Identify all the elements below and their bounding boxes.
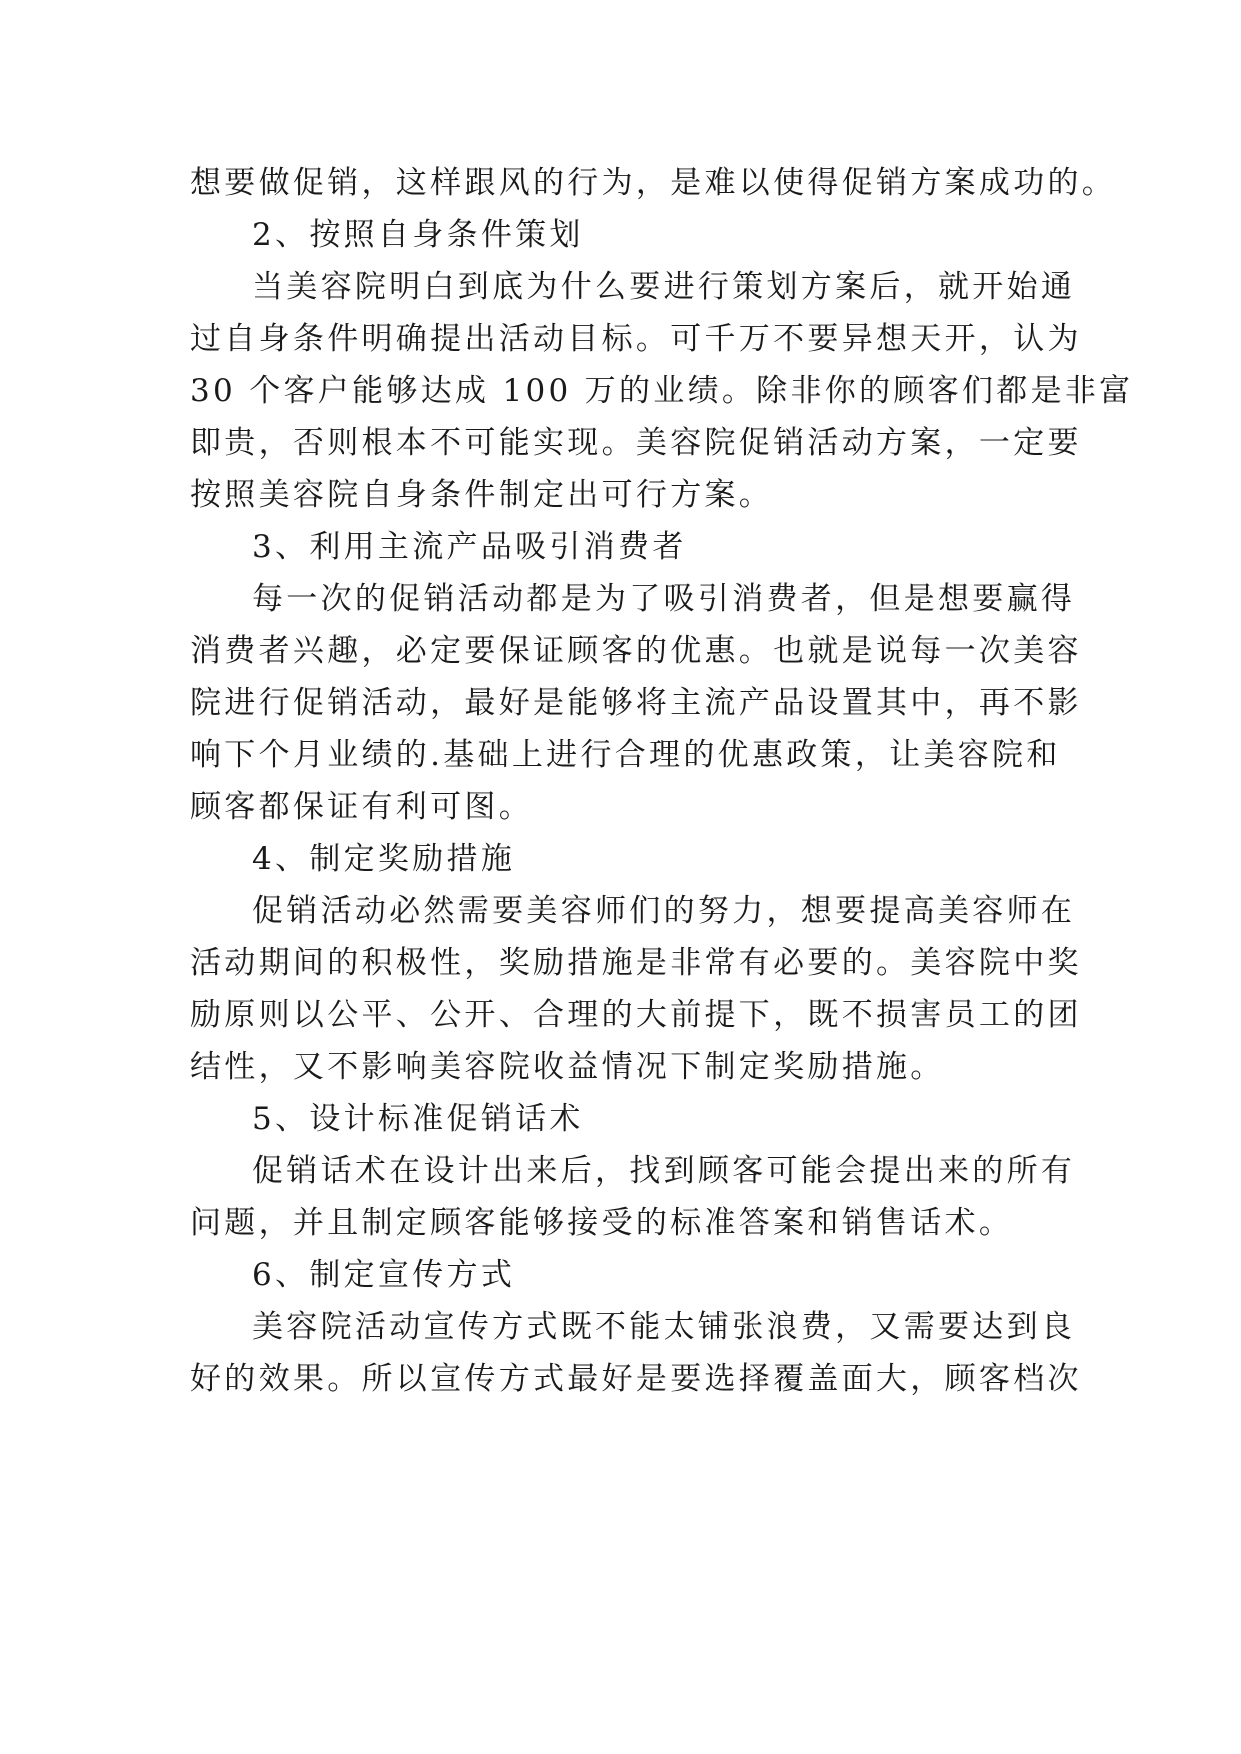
paragraph-line: 30 个客户能够达成 100 万的业绩。除非你的顾客们都是非富	[190, 373, 1134, 409]
paragraph-line: 结性，又不影响美容院收益情况下制定奖励措施。	[190, 1049, 945, 1085]
paragraph-line: 励原则以公平、公开、合理的大前提下，既不损害员工的团	[190, 997, 1082, 1033]
paragraph-line: 响下个月业绩的.基础上进行合理的优惠政策，让美容院和	[190, 737, 1061, 773]
paragraph-line: 问题，并且制定顾客能够接受的标准答案和销售话术。	[190, 1205, 1014, 1241]
section-heading: 3、利用主流产品吸引消费者	[252, 529, 687, 565]
section-heading: 6、制定宣传方式	[252, 1257, 516, 1293]
paragraph-line: 当美容院明白到底为什么要进行策划方案后，就开始通	[252, 269, 1076, 305]
paragraph-line: 按照美容院自身条件制定出可行方案。	[190, 477, 774, 513]
paragraph-line: 每一次的促销活动都是为了吸引消费者，但是想要赢得	[252, 581, 1076, 617]
paragraph-line: 即贵，否则根本不可能实现。美容院促销活动方案，一定要	[190, 425, 1082, 461]
paragraph-line: 好的效果。所以宣传方式最好是要选择覆盖面大，顾客档次	[190, 1361, 1082, 1397]
paragraph-line: 促销活动必然需要美容师们的努力，想要提高美容师在	[252, 893, 1076, 929]
paragraph-line: 过自身条件明确提出活动目标。可千万不要异想天开，认为	[190, 321, 1082, 357]
section-heading: 4、制定奖励措施	[252, 841, 516, 877]
paragraph-line: 美容院活动宣传方式既不能太铺张浪费，又需要达到良	[252, 1309, 1076, 1345]
section-heading: 2、按照自身条件策划	[252, 217, 584, 253]
text-line: 想要做促销，这样跟风的行为，是难以使得促销方案成功的。	[190, 165, 1117, 201]
paragraph-line: 促销话术在设计出来后，找到顾客可能会提出来的所有	[252, 1153, 1076, 1189]
paragraph-line: 顾客都保证有利可图。	[190, 789, 533, 825]
paragraph-line: 院进行促销活动，最好是能够将主流产品设置其中，再不影	[190, 685, 1082, 721]
paragraph-line: 消费者兴趣，必定要保证顾客的优惠。也就是说每一次美容	[190, 633, 1082, 669]
paragraph-line: 活动期间的积极性，奖励措施是非常有必要的。美容院中奖	[190, 945, 1082, 981]
section-heading: 5、设计标准促销话术	[252, 1101, 584, 1137]
